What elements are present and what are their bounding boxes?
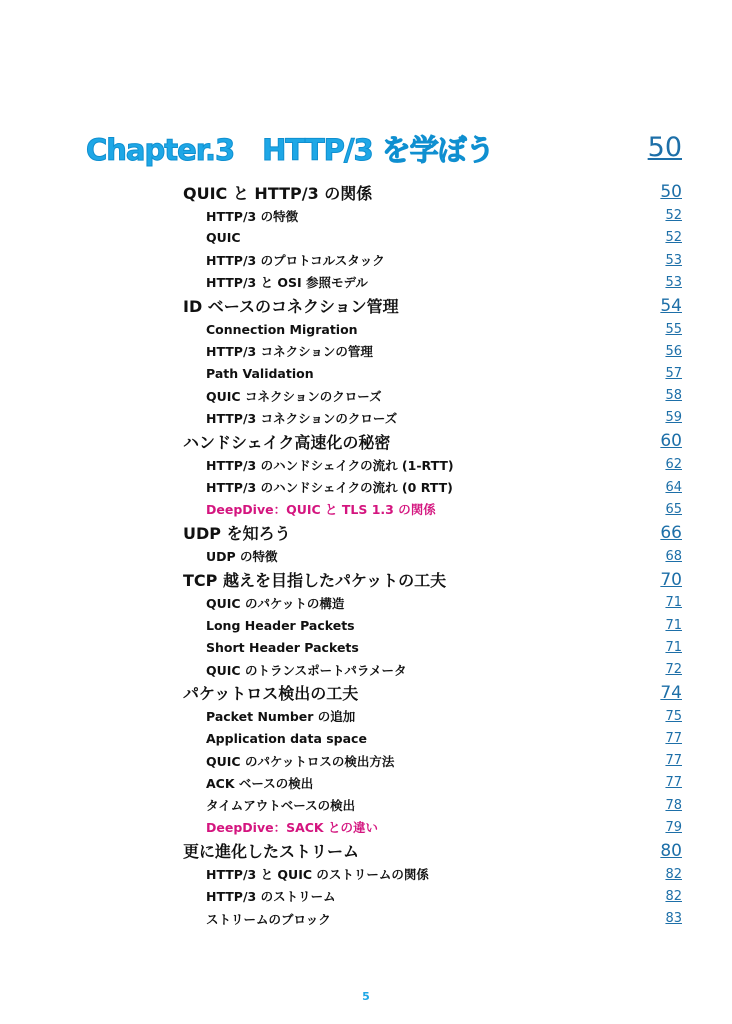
table-of-contents	[183, 180, 682, 930]
toc-page-link[interactable]: 59	[665, 410, 682, 426]
toc-section-title: TCP 越えを目指したパケットの工夫	[183, 571, 447, 591]
toc-entry-row	[183, 614, 682, 636]
toc-page-link[interactable]: 58	[665, 388, 682, 404]
toc-entry-row	[183, 249, 682, 271]
toc-entry-title: ACK ベースの検出	[206, 775, 314, 791]
toc-entry-title: DeepDive：SACK との違い	[206, 820, 378, 836]
toc-page-link[interactable]: 68	[665, 548, 682, 564]
toc-section-title: パケットロス検出の工夫	[183, 684, 359, 704]
toc-entry-row	[183, 658, 682, 680]
toc-page-link[interactable]: 60	[660, 431, 682, 452]
toc-page-link[interactable]: 80	[660, 840, 682, 861]
toc-entry-row	[183, 407, 682, 429]
toc-page-link[interactable]: 79	[665, 819, 682, 835]
toc-entry-title: QUIC のトランスポートパラメータ	[206, 662, 407, 678]
toc-entry-title: DeepDive：QUIC と TLS 1.3 の関係	[206, 502, 436, 518]
toc-page-link[interactable]: 53	[665, 252, 682, 268]
toc-entry-title: QUIC	[206, 230, 241, 246]
toc-entry-row	[183, 908, 682, 930]
toc-page-link[interactable]: 52	[665, 208, 682, 224]
toc-entry-title: HTTP/3 のストリーム	[206, 889, 336, 905]
toc-entry-title: Long Header Packets	[206, 617, 355, 633]
toc-section-row	[183, 293, 682, 318]
toc-entry-row	[183, 545, 682, 567]
toc-section-row	[183, 429, 682, 454]
toc-entry-row	[183, 340, 682, 362]
toc-entry-title: QUIC のパケットロスの検出方法	[206, 753, 395, 769]
toc-entry-row	[183, 636, 682, 658]
toc-entry-row	[183, 227, 682, 249]
toc-entry-title: HTTP/3 コネクションのクローズ	[206, 410, 398, 426]
toc-page-link[interactable]: 64	[665, 479, 682, 495]
toc-page-link[interactable]: 50	[660, 182, 682, 203]
toc-entry-title: QUIC のパケットの構造	[206, 595, 345, 611]
toc-section-row	[183, 520, 682, 545]
toc-page-link[interactable]: 74	[660, 682, 682, 703]
toc-entry-title: Packet Number の追加	[206, 709, 356, 725]
toc-entry-row	[183, 728, 682, 750]
toc-page-link[interactable]: 77	[665, 731, 682, 747]
toc-entry-title: HTTP/3 と QUIC のストリームの関係	[206, 867, 429, 883]
toc-entry-title: QUIC コネクションのクローズ	[206, 388, 382, 404]
toc-entry-row	[183, 454, 682, 476]
toc-page-link[interactable]: 82	[665, 866, 682, 882]
toc-section-title: ハンドシェイク高速化の秘密	[183, 432, 391, 452]
toc-page-link[interactable]: 66	[660, 522, 682, 543]
toc-entry-title: Application data space	[206, 731, 367, 747]
toc-entry-title: HTTP/3 と OSI 参照モデル	[206, 275, 368, 291]
toc-entry-title: UDP の特徴	[206, 549, 278, 565]
toc-page-link[interactable]: 56	[665, 343, 682, 359]
toc-page-link[interactable]: 77	[665, 775, 682, 791]
toc-entry-row	[183, 750, 682, 772]
toc-entry-title: HTTP/3 のプロトコルスタック	[206, 253, 385, 269]
toc-entry-title: タイムアウトベースの検出	[206, 798, 356, 814]
toc-entry-row	[183, 205, 682, 227]
toc-entry-title: HTTP/3 の特徴	[206, 208, 299, 224]
toc-section-row	[183, 681, 682, 706]
toc-entry-title: Path Validation	[206, 366, 314, 382]
toc-entry-row	[183, 592, 682, 614]
toc-page-link[interactable]: 75	[665, 708, 682, 724]
toc-page-link[interactable]: 65	[665, 501, 682, 517]
toc-page-link[interactable]: 83	[665, 911, 682, 927]
toc-section-row	[183, 838, 682, 863]
toc-entry-title: HTTP/3 のハンドシェイクの流れ (1-RTT)	[206, 457, 454, 473]
toc-section-title: ID ベースのコネクション管理	[183, 297, 399, 317]
toc-entry-row	[183, 318, 682, 340]
toc-section-row	[183, 567, 682, 592]
toc-entry-title: HTTP/3 のハンドシェイクの流れ (0 RTT)	[206, 480, 453, 496]
toc-page-link[interactable]: 71	[665, 595, 682, 611]
toc-entry-row	[183, 476, 682, 498]
toc-page-link[interactable]: 77	[665, 753, 682, 769]
toc-page-link[interactable]: 71	[665, 639, 682, 655]
page-number: 5	[362, 990, 370, 1003]
toc-page-link[interactable]: 54	[660, 295, 682, 316]
chapter-title: Chapter.3 HTTP/3 を学ぼう	[86, 133, 494, 167]
toc-page-link[interactable]: 62	[665, 457, 682, 473]
toc-entry-row	[183, 885, 682, 907]
toc-entry-row	[183, 705, 682, 727]
toc-entry-row	[183, 772, 682, 794]
chapter-page-link[interactable]: 50	[647, 132, 682, 163]
toc-section-title: UDP を知ろう	[183, 524, 291, 544]
toc-entry-title: Connection Migration	[206, 321, 358, 337]
toc-page-link[interactable]: 82	[665, 888, 682, 904]
toc-section-row	[183, 180, 682, 205]
toc-section-title: 更に進化したストリーム	[183, 842, 360, 862]
toc-entry-row	[183, 271, 682, 293]
toc-page-link[interactable]: 70	[660, 569, 682, 590]
toc-entry-row	[183, 816, 682, 838]
toc-page-link[interactable]: 72	[665, 662, 682, 678]
toc-entry-title: Short Header Packets	[206, 639, 359, 655]
toc-page-link[interactable]: 78	[665, 797, 682, 813]
toc-entry-title: HTTP/3 コネクションの管理	[206, 344, 373, 360]
toc-entry-row	[183, 863, 682, 885]
toc-page-link[interactable]: 57	[665, 366, 682, 382]
toc-entry-row	[183, 498, 682, 520]
toc-entry-row	[183, 794, 682, 816]
toc-entry-row	[183, 385, 682, 407]
toc-entry-row	[183, 363, 682, 385]
toc-page-link[interactable]: 71	[665, 617, 682, 633]
toc-page-link[interactable]: 55	[665, 321, 682, 337]
toc-page-link[interactable]: 52	[665, 230, 682, 246]
toc-page-link[interactable]: 53	[665, 274, 682, 290]
toc-section-title: QUIC と HTTP/3 の関係	[183, 183, 373, 203]
toc-entry-title: ストリームのブロック	[206, 911, 331, 927]
